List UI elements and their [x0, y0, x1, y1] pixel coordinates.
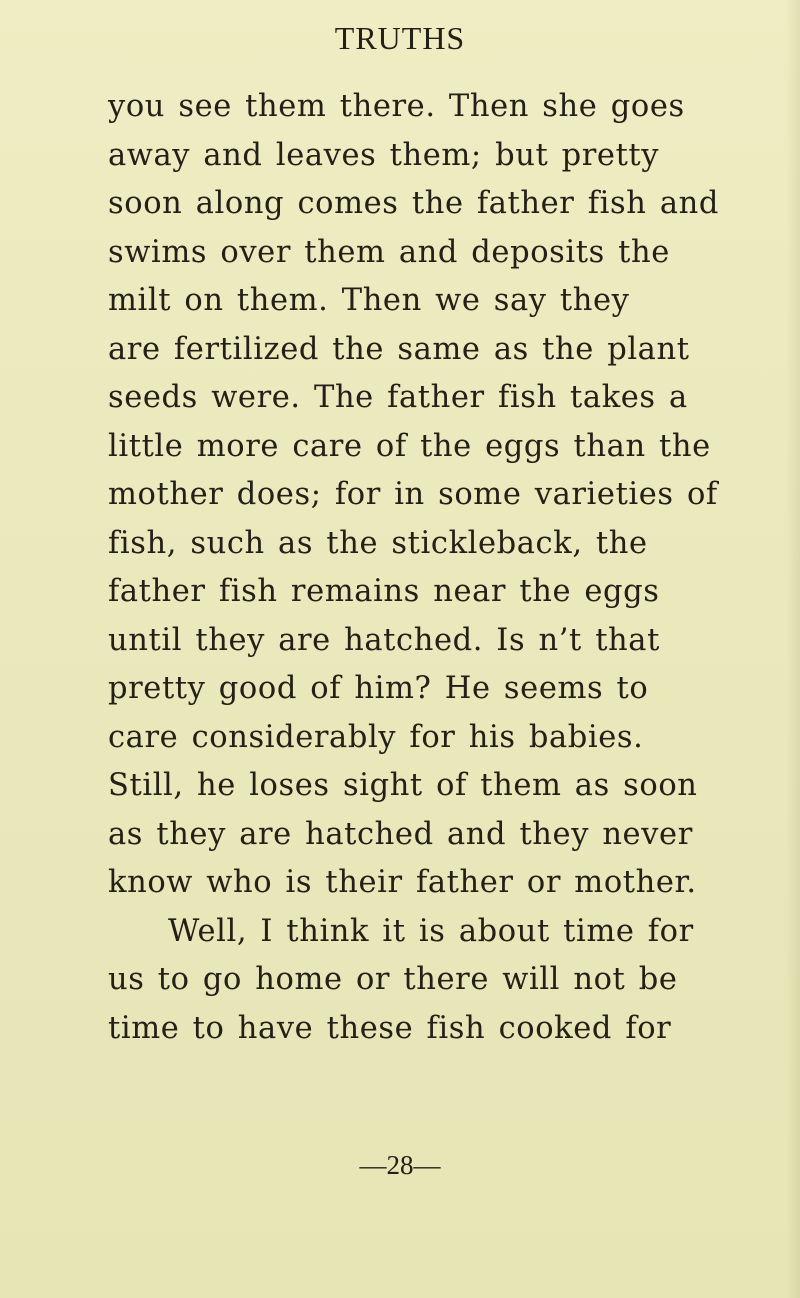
text-line: as they are hatched and they never: [108, 816, 693, 852]
text-line: you see them there. Then she goes: [108, 89, 685, 124]
text-line: until they are hatched. Is n’t that: [108, 622, 660, 658]
text-line: soon along comes the father fish and: [108, 186, 719, 221]
running-head: TRUTHS: [334, 20, 466, 56]
text-line: us to go home or there will not be: [108, 962, 678, 997]
text-line: father fish remains near the eggs: [108, 574, 660, 609]
text-line: time to have these fish cooked for: [108, 1010, 672, 1046]
text-line: swims over them and deposits the: [108, 234, 670, 270]
text-line: Still, he loses sight of them as soon: [108, 768, 698, 803]
text-line: fish, such as the stickleback, the: [108, 525, 648, 561]
text-line: milt on them. Then we say they: [108, 283, 630, 318]
body-text: [108, 83, 792, 1053]
text-line: pretty good of him? He seems to: [108, 671, 649, 706]
text-line: care considerably for his babies.: [108, 719, 644, 755]
text-line: away and leaves them; but pretty: [108, 137, 660, 173]
text-line: little more care of the eggs than the: [108, 428, 711, 464]
text-line: mother does; for in some varieties of: [108, 477, 718, 512]
paragraph-start-line: Well, I think it is about time for: [168, 913, 694, 949]
page-number: —28—: [359, 1150, 441, 1180]
text-line: seeds were. The father fish takes a: [108, 380, 688, 415]
text-line: are fertilized the same as the plant: [108, 331, 690, 367]
text-line: know who is their father or mother.: [108, 865, 697, 900]
